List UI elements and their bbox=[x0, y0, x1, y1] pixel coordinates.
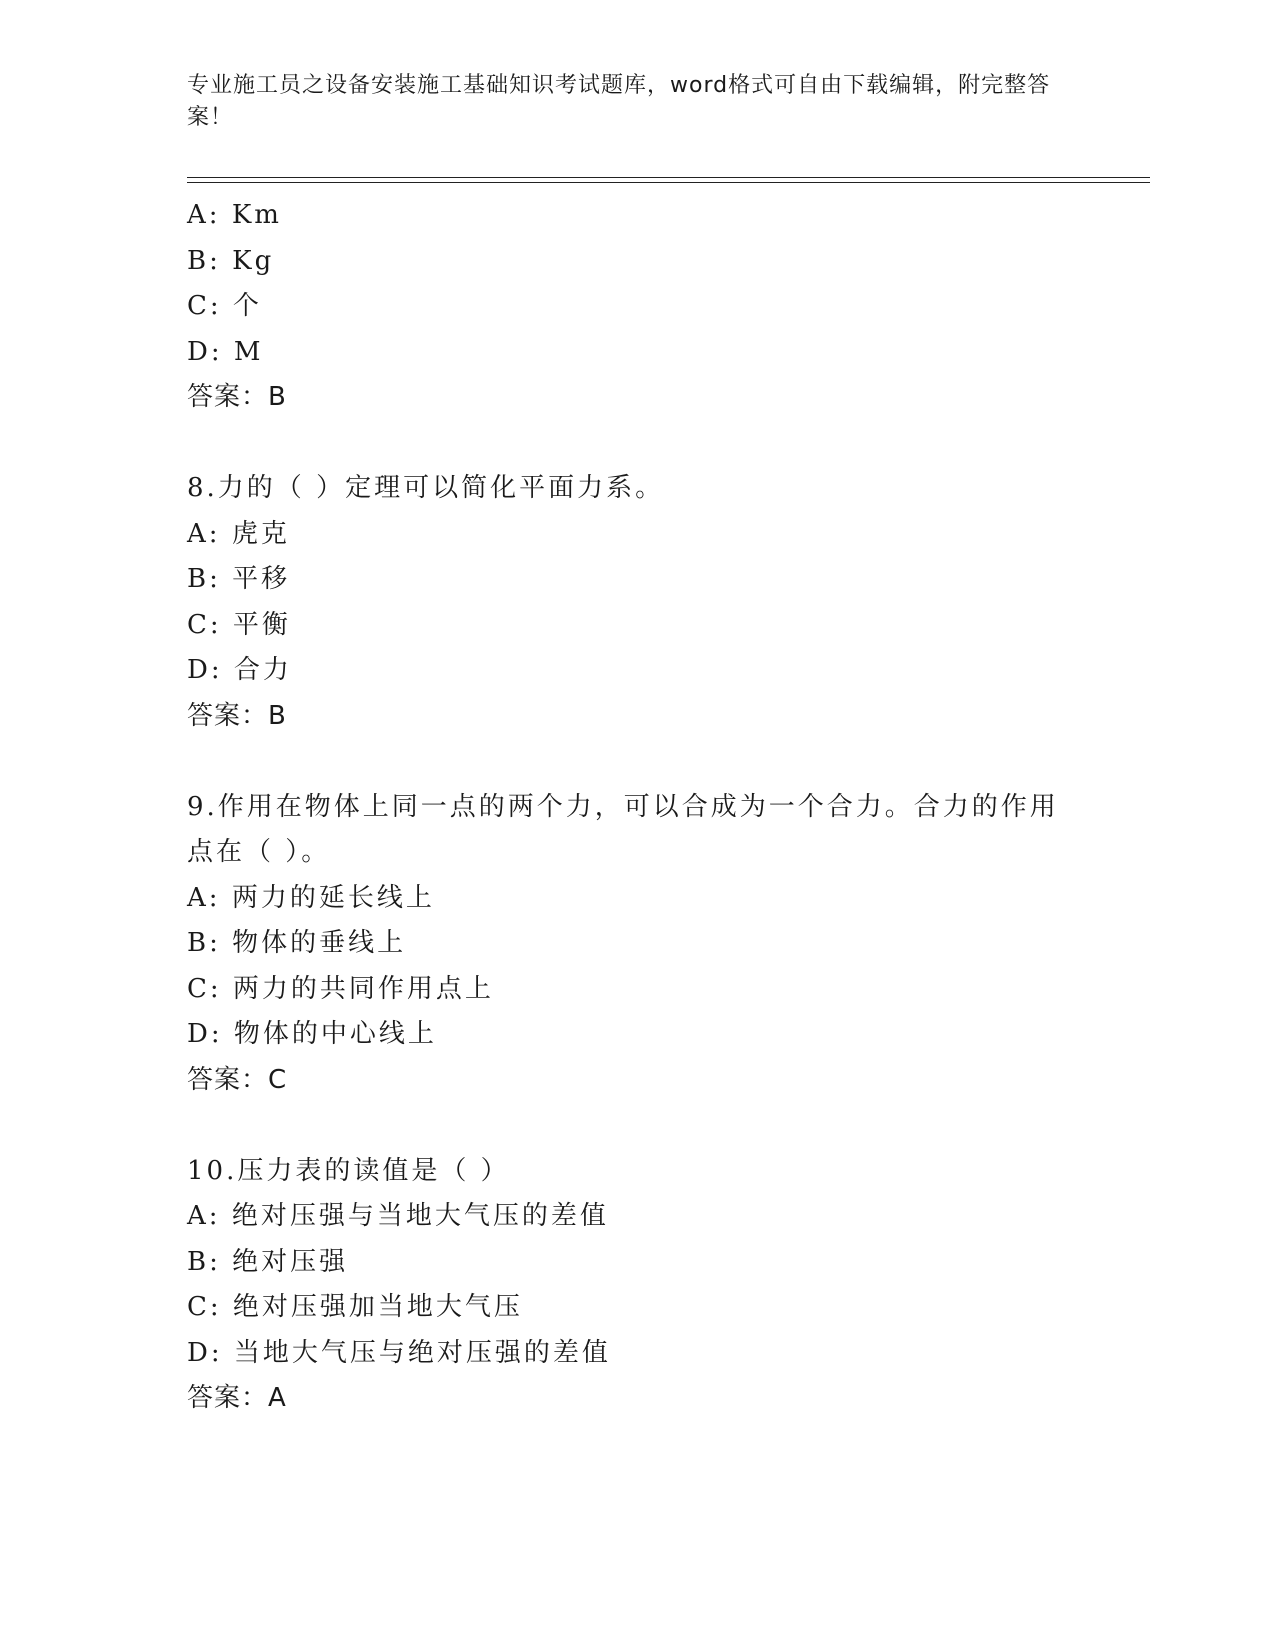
option-c: C: 平衡 bbox=[187, 609, 291, 640]
option-a: A: Km bbox=[187, 200, 282, 230]
answer-line: 答案：C bbox=[187, 1064, 288, 1095]
answer-line: 答案：A bbox=[187, 1383, 287, 1413]
option-d: D: 物体的中心线上 bbox=[187, 1019, 437, 1049]
option-d: D: M bbox=[187, 336, 264, 367]
option-a: A: 虎克 bbox=[187, 518, 290, 549]
option-c: C: 个 bbox=[187, 291, 262, 321]
answer-line: 答案：B bbox=[187, 382, 287, 412]
option-b: B: Kg bbox=[187, 245, 275, 276]
header-divider-top bbox=[187, 177, 1150, 178]
option-b: B: 绝对压强 bbox=[187, 1246, 349, 1277]
option-b: B: 物体的垂线上 bbox=[187, 928, 407, 958]
option-c: C: 两力的共同作用点上 bbox=[187, 973, 494, 1004]
question-block bbox=[187, 1149, 1087, 1422]
question-stem: 10.压力表的读值是（ ） bbox=[187, 1155, 510, 1186]
option-a: A: 两力的延长线上 bbox=[187, 882, 435, 913]
header-title: 专业施工员之设备安装施工基础知识考试题库，word格式可自由下载编辑，附完整答案！ bbox=[187, 73, 1051, 130]
question-stem: 8.力的（ ）定理可以简化平面力系。 bbox=[187, 473, 665, 503]
question-block bbox=[187, 466, 1087, 739]
option-d: D: 当地大气压与绝对压强的差值 bbox=[187, 1337, 611, 1368]
option-d: D: 合力 bbox=[187, 655, 292, 685]
document-header bbox=[187, 70, 1067, 134]
question-block bbox=[187, 785, 1087, 1104]
header-divider-bottom bbox=[187, 182, 1150, 183]
option-b: B: 平移 bbox=[187, 564, 291, 594]
option-a: A: 绝对压强与当地大气压的差值 bbox=[187, 1201, 609, 1231]
answer-line: 答案：B bbox=[187, 700, 287, 731]
question-list bbox=[187, 193, 1087, 1422]
option-c: C: 绝对压强加当地大气压 bbox=[187, 1292, 523, 1322]
question-stem: 9.作用在物体上同一点的两个力，可以合成为一个合力。合力的作用点在（ ）。 bbox=[187, 791, 1059, 867]
question-block bbox=[187, 193, 1087, 421]
